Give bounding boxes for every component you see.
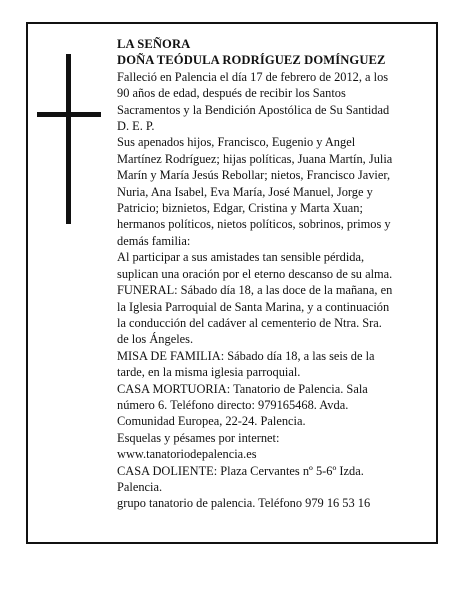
text-line: Palencia. [117, 479, 163, 494]
text-line: MISA DE FAMILIA: Sábado día 18, a las seis de la [117, 348, 375, 363]
notice-heading-title: LA SEÑORA [117, 37, 191, 51]
text-line: Nuria, Ana Isabel, Eva María, José Manuel, Jorge y [117, 184, 373, 199]
family-mass-paragraph [117, 348, 427, 381]
text-line: FUNERAL: Sábado día 18, a las doce de la mañana, en [117, 283, 393, 298]
text-line: hermanos políticos, nietos políticos, sobrinos, primos y [117, 217, 391, 232]
family-paragraph [117, 134, 427, 249]
text-line: CASA MORTUORIA: Tanatorio de Palencia. Sala [117, 381, 368, 396]
text-line: Martínez Rodríguez; hijas políticas, Juana Martín, Julia [117, 151, 393, 166]
mortuary-paragraph [117, 381, 427, 430]
text-line: Falleció en Palencia el día 17 de febrero de 2012, a los [117, 69, 389, 84]
text-line: Esquelas y pésames por internet: [117, 430, 280, 445]
obituary-notice [26, 22, 438, 544]
text-line: Marín y María Jesús Rebollar; nietos, Francisco Javier, [117, 168, 391, 183]
cross-horizontal-bar [37, 112, 101, 117]
death-paragraph [117, 69, 427, 135]
text-line: la conducción del cadáver al cementerio de Ntra. Sra. [117, 315, 382, 330]
text-line: CASA DOLIENTE: Plaza Cervantes nº 5-6º Izda. [117, 463, 364, 478]
text-line: Comunidad Europea, 22-24. Palencia. [117, 414, 306, 429]
internet-paragraph [117, 430, 427, 463]
text-line: suplican una oración por el eterno descanso de su alma. [117, 266, 393, 281]
text-line: Al participar a sus amistades tan sensible pérdida, [117, 250, 365, 265]
text-line: Sacramentos y la Bendición Apostólica de Su Santidad [117, 102, 390, 117]
funeral-paragraph [117, 282, 427, 348]
request-paragraph [117, 249, 427, 282]
contact-paragraph [117, 495, 427, 511]
text-line: tarde, en la misma iglesia parroquial. [117, 365, 301, 380]
text-line: de los Ángeles. [117, 332, 194, 347]
text-line: D. E. P. [117, 119, 155, 134]
text-line: número 6. Teléfono directo: 979165468. Avda. [117, 397, 349, 412]
text-line: 90 años de edad, después de recibir los Santos [117, 86, 346, 101]
cross-icon [37, 54, 97, 224]
residence-paragraph [117, 463, 427, 496]
text-line: Patricio; biznietos, Edgar, Cristina y Marta Xuan; [117, 201, 363, 216]
text-line: grupo tanatorio de palencia. Teléfono 979 16 53 16 [117, 496, 371, 511]
text-line: Sus apenados hijos, Francisco, Eugenio y Angel [117, 135, 356, 150]
cross-vertical-bar [66, 54, 71, 224]
notice-text [117, 36, 427, 512]
text-line: la Iglesia Parroquial de Santa Marina, y a continuación [117, 299, 390, 314]
notice-heading-name: DOÑA TEÓDULA RODRÍGUEZ DOMÍNGUEZ [117, 53, 386, 68]
website-text: www.tanatoriodepalencia.es [117, 447, 257, 462]
text-line: demás familia: [117, 233, 191, 248]
